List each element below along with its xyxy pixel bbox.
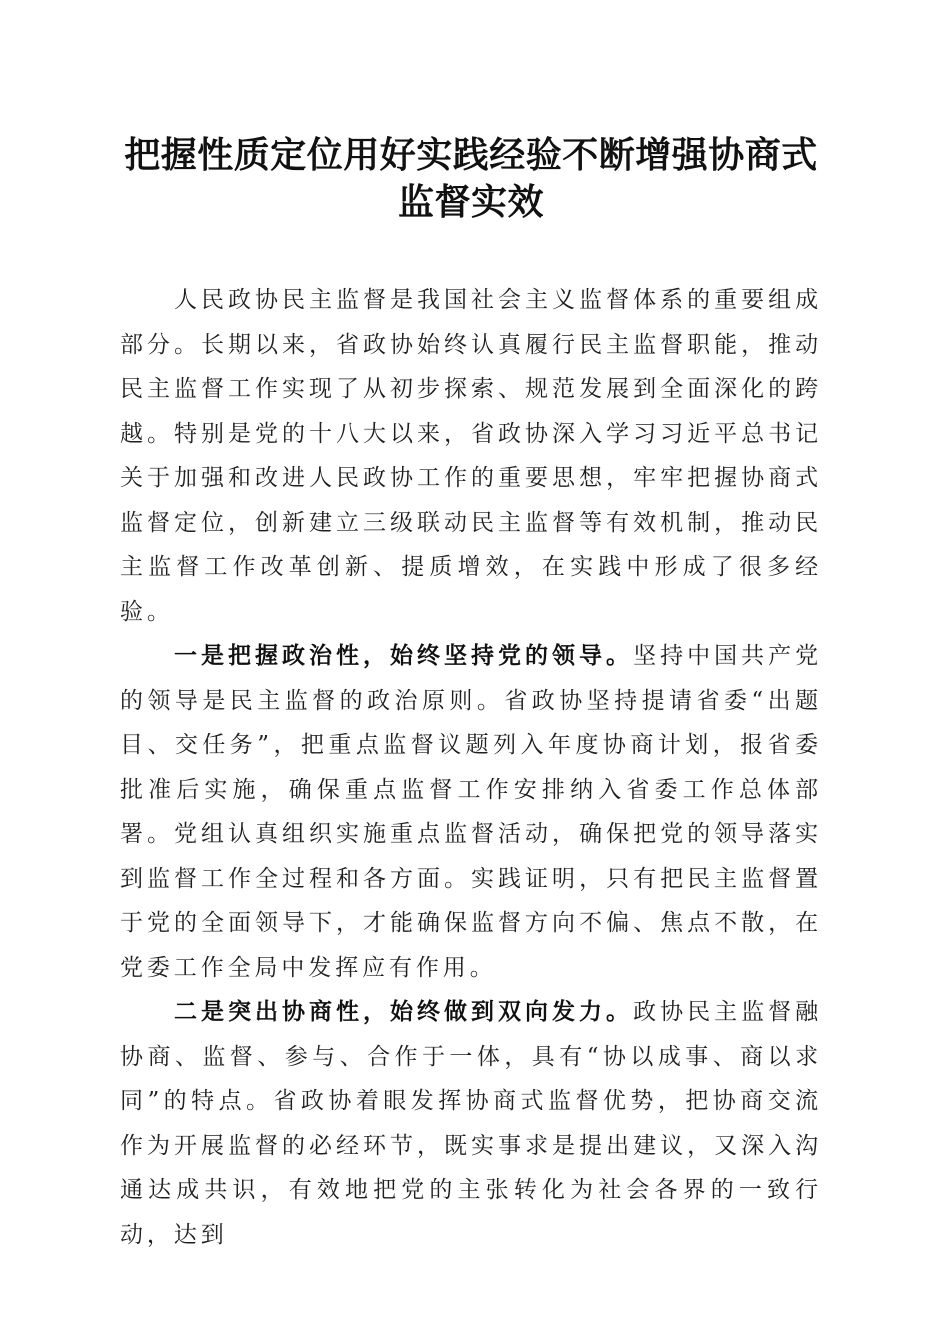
paragraph-lead: 一是把握政治性，始终坚持党的领导。 xyxy=(174,642,634,669)
document-body xyxy=(120,278,822,1257)
paragraph-intro xyxy=(120,278,822,634)
paragraph-text: 政协民主监督融协商、监督、参与、合作于一体，具有“协以成事、商以求同”的特点。省政协着眼发挥协商式监督优势，把协商交流作为开展监督的必经环节，既实事求是提出建议，又深入沟通达成共识，有效地把党的主张转化为社会各界的一致行动，达到 xyxy=(120,999,822,1248)
paragraph-text: 人民政协民主监督是我国社会主义监督体系的重要组成部分。长期以来，省政协始终认真履行民主监督职能，推动民主监督工作实现了从初步探索、规范发展到全面深化的跨越。特别是党的十八大以来，省政协深入学习习近平总书记关于加强和改进人民政协工作的重要思想，牢牢把握协商式监督定位，创新建立三级联动民主监督等有效机制，推动民主监督工作改革创新、提质增效，在实践中形成了很多经验。 xyxy=(120,287,822,625)
paragraph-lead: 二是突出协商性，始终做到双向发力。 xyxy=(174,998,634,1025)
paragraph-political xyxy=(120,634,822,990)
paragraph-consultative xyxy=(120,990,822,1257)
paragraph-text: 坚持中国共产党的领导是民主监督的政治原则。省政协坚持提请省委“出题目、交任务”，把重点监督议题列入年度协商计划，报省委批准后实施，确保重点监督工作安排纳入省委工作总体部署。党组认真组织实施重点监督活动，确保把党的领导落实到监督工作全过程和各方面。实践证明，只有把民主监督置于党的全面领导下，才能确保监督方向不偏、焦点不散，在党委工作全局中发挥应有作用。 xyxy=(120,643,822,981)
document-title: 把握性质定位用好实践经验不断增强协商式监督实效 xyxy=(124,134,818,223)
